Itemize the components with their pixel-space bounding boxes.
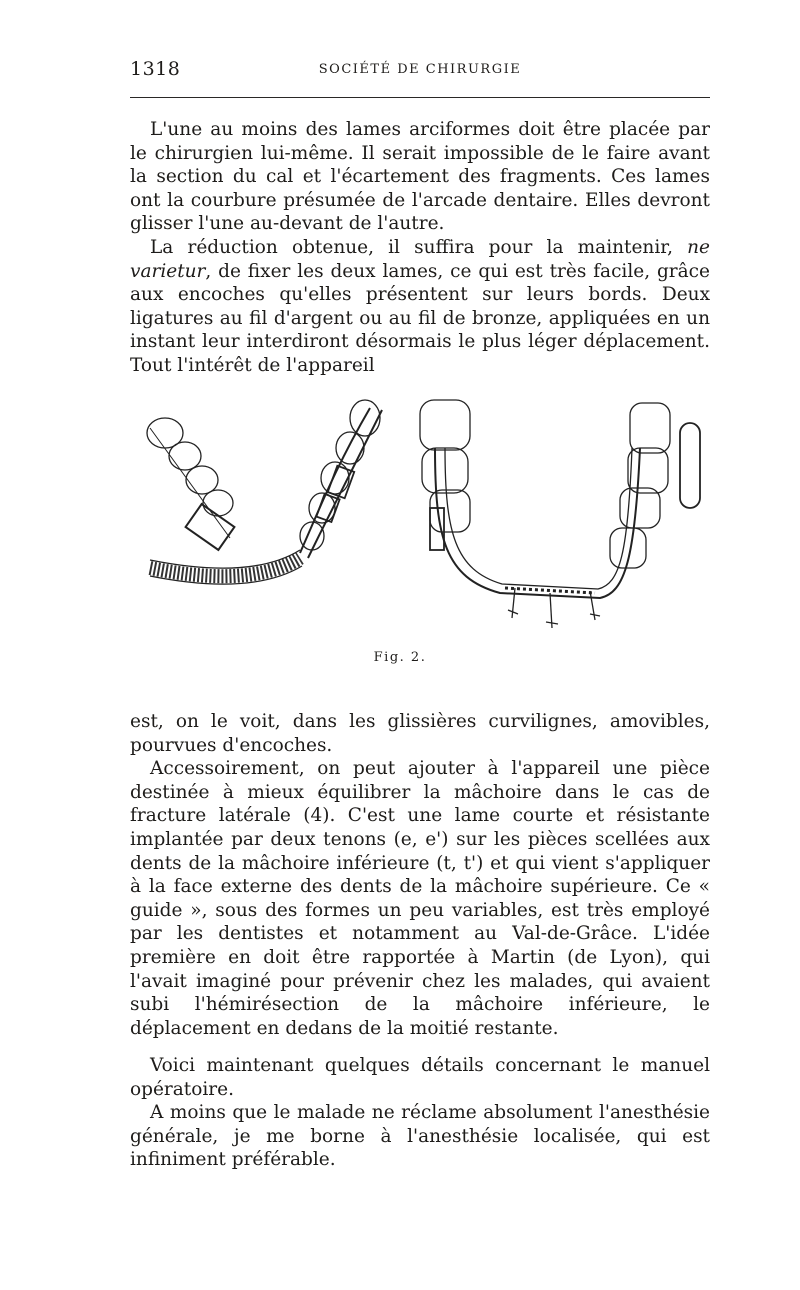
paragraph-text: La réduction obtenue, il suffira pour la maintenir, xyxy=(150,236,688,258)
header-rule xyxy=(130,97,710,98)
paragraph: A moins que le malade ne réclame absolument l'anesthésie générale, je me borne à l'anesthésie localisée, qui est infiniment préférable. xyxy=(130,1102,710,1171)
paragraph-text: , de fixer les deux lames, ce qui est très facile, grâce aux encoches qu'elles présentent sur leurs bords. Deux ligatures au fil d'argent ou au fil de bronze, appliquées en un instant leur interdiront désormais le plus léger déplacement. Tout l'intérêt de l'appareil xyxy=(130,260,710,376)
paragraph: Accessoirement, on peut ajouter à l'appareil une pièce destinée à mieux équilibrer la mâchoire dans le cas de fracture latérale (4). C'est une lame courte et résistante implantée par deux tenons (e, e') sur les pièces scellées aux dents de la mâchoire inférieure (t, t') et qui vient s'appliquer à la face externe des dents de la mâchoire supérieure. Ce « guide », sous des formes un peu variables, est très employé par les dentistes et notamment au Val-de-Grâce. L'idée première en doit être rapportée à Martin (de Lyon), qui l'avait imaginé pour prévenir chez les malades, qui avaient subi l'hémirésection de la mâchoire inférieure, le déplacement en dedans de la moitié restante. xyxy=(130,758,710,1039)
guide-plate xyxy=(680,423,700,508)
arch-bar xyxy=(435,448,640,598)
figure-caption: Fig. 2. xyxy=(373,650,427,665)
paragraph: est, on le voit, dans les glissières curvilignes, amovibles, pourvues d'encoches. xyxy=(130,711,710,756)
italic-phrase: ne varietur xyxy=(130,236,710,282)
sliding-block xyxy=(186,504,235,550)
page-number: 1318 xyxy=(130,58,181,80)
dental-appliance-illustration xyxy=(120,388,720,648)
page-header xyxy=(130,58,710,86)
text-block-bottom xyxy=(130,1054,710,1172)
text-block-top xyxy=(130,118,710,378)
paragraph: L'une au moins des lames arciformes doit être placée par le chirurgien lui-même. Il serait impossible de le faire avant la section du cal et l'écartement des fragments. Ces lames ont la courbure présumée de l'arcade dentaire. Elles devront glisser l'une au-devant de l'autre. xyxy=(130,119,710,235)
paragraph xyxy=(130,236,710,378)
text-block-middle xyxy=(130,710,710,1040)
figure-dental-appliance xyxy=(120,388,720,648)
paragraph: Voici maintenant quelques détails concernant le manuel opératoire. xyxy=(130,1055,710,1100)
running-title: SOCIÉTÉ DE CHIRURGIE xyxy=(318,62,522,77)
